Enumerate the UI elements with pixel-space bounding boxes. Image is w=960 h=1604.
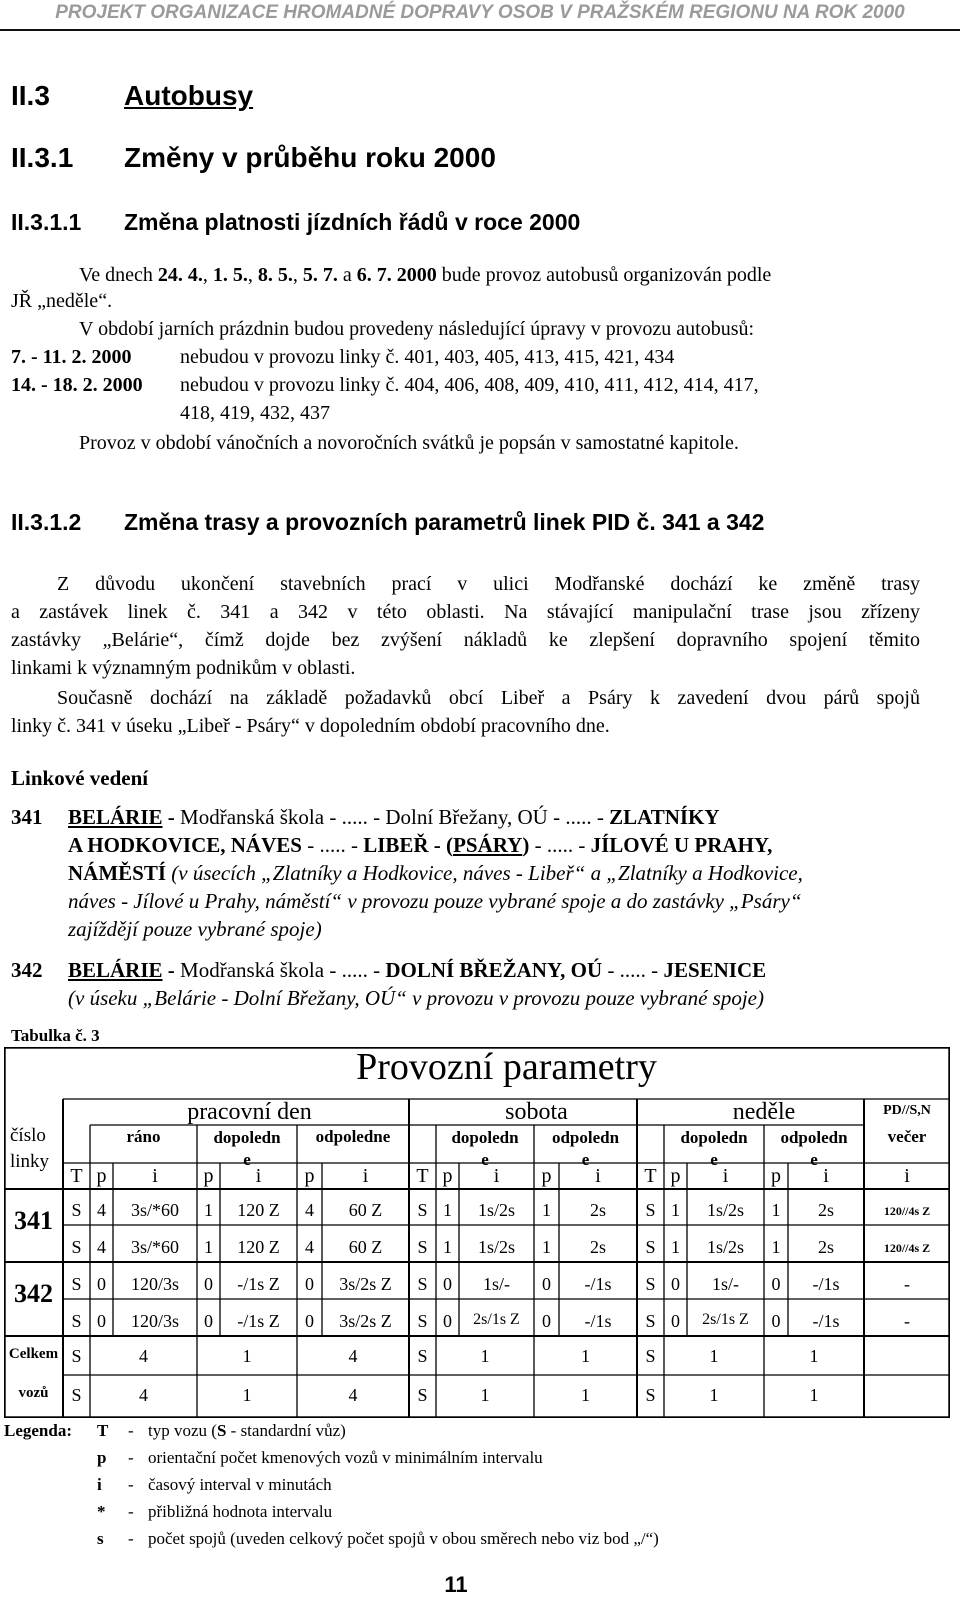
legend-title: Legenda:: [4, 1421, 72, 1440]
table-cell: -/1s: [812, 1274, 840, 1294]
total-cell: 1: [581, 1346, 590, 1366]
subheader-cell: i: [152, 1165, 158, 1187]
total-cell: S: [645, 1385, 656, 1405]
header-part: dopoledn: [680, 1128, 748, 1147]
table-cell: 60 Z: [348, 1237, 383, 1257]
legend-text-run: S: [216, 1421, 227, 1440]
table-cell: 0: [204, 1274, 213, 1294]
paragraph-line: Z důvodu ukončení stavebních prací v ulici Modřanské dochází ke změně trasy: [57, 573, 920, 595]
stop-major: PSÁRY: [453, 833, 523, 857]
text-run: -: [162, 805, 181, 829]
legend-text-run: počet spojů (uveden celkový počet spojů v obou směrech nebo viz bod „/“): [148, 1529, 659, 1548]
table-cell: 0: [542, 1274, 551, 1294]
table-cell: 2s/1s Z: [473, 1311, 520, 1328]
header-part: e: [810, 1150, 818, 1169]
table-label: Tabulka č. 3: [11, 1026, 100, 1045]
subheader-cell: p: [304, 1165, 315, 1187]
legend-key: T: [97, 1421, 109, 1440]
table-cell: S: [71, 1311, 82, 1331]
total-cell: 1: [809, 1385, 819, 1405]
subheader-cell: T: [644, 1165, 657, 1187]
paragraph-line: JŘ „neděle“.: [11, 290, 113, 312]
table-cell: 1s/-: [483, 1274, 510, 1294]
page-number: 11: [444, 1572, 468, 1597]
table-cell: 120/3s: [130, 1274, 179, 1294]
table-cell: 1: [204, 1200, 213, 1220]
paragraph-line: nebudou v provozu linky č. 404, 406, 408, 409, 410, 411, 412, 414, 417,: [180, 374, 759, 396]
table-cell: 2s: [589, 1237, 606, 1257]
route-note: zajíždějí pouze vybrané spoje): [68, 917, 322, 941]
subsection-number: II.3.1: [11, 142, 74, 173]
table-cell: 120//4s Z: [883, 1204, 931, 1218]
text-run: - ..... -: [301, 833, 364, 857]
date: 6. 7. 2000: [356, 264, 437, 286]
header-sobota: sobota: [505, 1099, 568, 1125]
header-rano: ráno: [126, 1127, 161, 1146]
routes-heading: Linkové vedení: [11, 766, 149, 790]
paragraph-line: a zastávek linek č. 341 a 342 v této oblasti. Na stávající manipulační trase jsou zřízeny: [11, 601, 920, 623]
legend-dash: -: [128, 1529, 134, 1548]
stop-major: DOLNÍ BŘEŽANY, OÚ: [385, 958, 603, 982]
paragraph-line: Současně dochází na základě požadavků obcí Libeř a Psáry k zavedení dvou párů spojů: [57, 687, 920, 709]
stop-major: BELÁRIE: [68, 958, 163, 982]
table-cell: 120 Z: [237, 1237, 280, 1257]
text-run: ): [522, 833, 530, 857]
subheader-cell: T: [416, 1165, 429, 1187]
route-note: náves - Jílové u Prahy, náměstí“ v provozu pouze vybrané spoje a do zastávky „Psáry“: [68, 889, 802, 913]
table-cell: 3s/*60: [130, 1237, 179, 1257]
legend-text: [148, 1421, 346, 1441]
table-cell: 3s/*60: [130, 1200, 179, 1220]
table-cell: 2s: [817, 1200, 834, 1220]
table-cell: 1: [771, 1200, 781, 1220]
total-cell: 4: [348, 1346, 358, 1366]
table-cell: S: [71, 1237, 82, 1257]
paragraph-line: V období jarních prázdnin budou provedeny následující úpravy v provozu autobusů:: [79, 318, 755, 340]
table-title: Provozní parametry: [356, 1046, 657, 1088]
date: 8. 5.: [257, 264, 293, 286]
table-cell: 4: [97, 1200, 106, 1220]
total-cell: 1: [709, 1346, 719, 1366]
subsection-title: Změny v průběhu roku 2000: [124, 142, 496, 173]
total-cell: 1: [809, 1346, 819, 1366]
table-cell: -/1s: [584, 1311, 612, 1331]
paragraph-line: zastávky „Belárie“, čímž dojde bez zvýšení nákladů ke zlepšení dopravního spojení těmito: [11, 629, 920, 651]
route-line: [68, 833, 772, 858]
table-cell: S: [645, 1200, 656, 1220]
subheader-cell: i: [823, 1165, 829, 1187]
running-header: PROJEKT ORGANIZACE HROMADNÉ DOPRAVY OSOB V PRAŽSKÉM REGIONU NA ROK 2000: [55, 2, 905, 23]
subheader-cell: T: [70, 1165, 83, 1187]
table-cell: 1s/2s: [706, 1237, 744, 1257]
table-cell: 0: [771, 1311, 781, 1331]
subheader-cell: i: [493, 1165, 500, 1187]
table-cell: 4: [305, 1237, 314, 1257]
date-range: 7. - 11. 2. 2000: [11, 346, 132, 368]
table-cell: S: [645, 1311, 656, 1331]
legend-key: p: [97, 1448, 107, 1467]
total-cell: 1: [242, 1385, 252, 1405]
text-run: - ..... -: [529, 833, 591, 857]
table-cell: 0: [671, 1274, 680, 1294]
legend-text-run: časový interval v minutách: [148, 1475, 332, 1494]
table-cell: 4: [305, 1200, 314, 1220]
total-cell: S: [645, 1346, 656, 1366]
line-342-label: 342: [14, 1279, 53, 1308]
paragraph-line: [79, 261, 771, 289]
table-cell: 0: [305, 1274, 314, 1294]
total-cell: 1: [480, 1346, 490, 1366]
table-cell: 120 Z: [237, 1200, 280, 1220]
table-cell: 2s: [589, 1200, 606, 1220]
header-pracovni-den: pracovní den: [187, 1099, 312, 1125]
table-cell: 1: [771, 1237, 781, 1257]
total-cell: 1: [709, 1385, 719, 1405]
table-cell: -: [904, 1311, 910, 1331]
total-cell: S: [417, 1346, 428, 1366]
legend-text: [148, 1529, 659, 1549]
header-rule: [0, 29, 960, 31]
header-part: dopoledn: [451, 1128, 519, 1147]
header-nedele: neděle: [732, 1099, 796, 1125]
route-line: [68, 958, 766, 983]
subsubsection-number: II.3.1.1: [11, 209, 82, 235]
total-cell: S: [71, 1385, 82, 1405]
route-line: [68, 861, 803, 886]
total-label-celkem: Celkem: [8, 1346, 59, 1362]
route-note: (v úsecích „Zlatníky a Hodkovice, náves - Libeř“ a „Zlatníky a Hodkovice,: [166, 861, 803, 885]
date: 5. 7.: [302, 264, 338, 286]
header-linky: linky: [10, 1151, 50, 1172]
header-odpoledne: odpoledne: [315, 1127, 391, 1146]
table-cell: 1: [443, 1200, 452, 1220]
route-number-342: 342: [11, 958, 43, 982]
text-run: bude provoz autobusů organizován podle: [436, 264, 772, 286]
subheader-cell: i: [255, 1165, 262, 1187]
parameters-table: [4, 1047, 950, 1418]
stop-major: ZLATNÍKY: [609, 805, 720, 829]
paragraph-line: linky č. 341 v úseku „Libeř - Psáry“ v dopoledním období pracovního dne.: [11, 715, 610, 737]
legend-text-run: typ vozu (: [148, 1421, 217, 1440]
text-run: ,: [247, 264, 258, 286]
legend-key: i: [97, 1475, 102, 1494]
legend-text: [148, 1475, 332, 1495]
date: 1. 5.: [212, 264, 248, 286]
table-cell: 1: [204, 1237, 213, 1257]
legend-dash: -: [128, 1421, 134, 1440]
header-part: e: [481, 1150, 489, 1169]
text-run: a: [337, 264, 357, 286]
table-cell: 1: [671, 1237, 680, 1257]
legend-key: *: [97, 1502, 106, 1521]
table-cell: S: [417, 1311, 428, 1331]
date: 24. 4.: [157, 264, 203, 286]
table-cell: 0: [305, 1311, 314, 1331]
subheader-cell: p: [670, 1165, 681, 1187]
subheader-cell: i: [595, 1165, 601, 1187]
header-part: odpoledn: [780, 1128, 848, 1147]
subheader-cell: i: [362, 1165, 369, 1187]
table-cell: 3s/2s Z: [339, 1274, 392, 1294]
header-part: odpoledn: [551, 1128, 620, 1147]
header-pd-sn: PD//S,N: [883, 1103, 931, 1118]
text-run: Modřanská škola - ..... - Dolní Břežany, OÚ - ..... -: [180, 805, 610, 829]
table-cell: 0: [97, 1311, 106, 1331]
legend-text-run: - standardní vůz): [226, 1421, 346, 1440]
table-cell: 0: [443, 1311, 452, 1331]
table-cell: 2s: [817, 1237, 834, 1257]
table-cell: -/1s Z: [237, 1274, 280, 1294]
table-cell: 0: [97, 1274, 106, 1294]
table-cell: S: [417, 1237, 428, 1257]
legend-text: [148, 1502, 332, 1522]
table-cell: 120/3s: [130, 1311, 179, 1331]
subheader-cell: p: [96, 1165, 107, 1187]
subsubsection-title: Změna trasy a provozních parametrů linek PID č. 341 a 342: [124, 509, 765, 535]
total-cell: 1: [242, 1346, 252, 1366]
table-cell: 1s/2s: [706, 1200, 744, 1220]
header-vecer: večer: [887, 1127, 927, 1146]
section-title: Autobusy: [124, 80, 254, 111]
header-part: e: [581, 1150, 590, 1169]
table-cell: -/1s Z: [237, 1311, 280, 1331]
table-cell: -/1s: [812, 1311, 840, 1331]
table-cell: S: [417, 1274, 428, 1294]
table-cell: 0: [771, 1274, 781, 1294]
date-range: 14. - 18. 2. 2000: [11, 374, 143, 396]
total-cell: 1: [480, 1385, 490, 1405]
text-run: - ..... -: [602, 958, 664, 982]
header-cislo: číslo: [10, 1125, 46, 1146]
header-part: dopoledn: [213, 1128, 281, 1147]
table-cell: 120//4s Z: [883, 1241, 931, 1255]
subheader-cell: p: [541, 1165, 552, 1187]
stop-major: A HODKOVICE, NÁVES: [68, 833, 302, 857]
total-cell: 1: [581, 1385, 590, 1405]
subsubsection-title: Změna platnosti jízdních řádů v roce 2000: [124, 209, 581, 235]
subsubsection-number: II.3.1.2: [11, 509, 82, 535]
table-cell: 1s/2s: [477, 1237, 515, 1257]
stop-major: JESENICE: [663, 958, 767, 982]
route-number-341: 341: [11, 805, 43, 829]
legend-dash: -: [128, 1475, 134, 1494]
legend-dash: -: [128, 1448, 134, 1467]
text-run: Modřanská škola - ..... -: [180, 958, 386, 982]
subheader-cell: p: [442, 1165, 453, 1187]
text-run: Ve dnech: [79, 264, 158, 286]
table-cell: 3s/2s Z: [339, 1311, 392, 1331]
header-part: e: [243, 1150, 251, 1169]
line-341-label: 341: [14, 1206, 53, 1235]
legend-key: s: [97, 1529, 104, 1548]
subheader-cell: i: [722, 1165, 729, 1187]
route-line: [68, 805, 720, 830]
total-cell: S: [71, 1346, 82, 1366]
table-cell: 4: [97, 1237, 106, 1257]
table-cell: -: [904, 1274, 910, 1294]
legend-text-run: orientační počet kmenových vozů v minimálním intervalu: [148, 1448, 543, 1467]
text-run: -: [162, 958, 181, 982]
total-cell: 4: [348, 1385, 358, 1405]
paragraph-line: nebudou v provozu linky č. 401, 403, 405, 413, 415, 421, 434: [180, 346, 675, 368]
text-run: ,: [292, 264, 303, 286]
stop-major: NÁMĚSTÍ: [68, 861, 167, 885]
stop-major: BELÁRIE: [68, 805, 163, 829]
subheader-cell: p: [203, 1165, 214, 1187]
table-cell: S: [71, 1200, 82, 1220]
table-cell: 1: [542, 1200, 551, 1220]
total-label-vozu: vozů: [18, 1385, 49, 1401]
subheader-cell: p: [771, 1165, 781, 1187]
section-number: II.3: [11, 80, 50, 111]
table-cell: S: [645, 1237, 656, 1257]
route-note: (v úseku „Belárie - Dolní Břežany, OÚ“ v provozu v provozu pouze vybrané spoje): [68, 986, 764, 1010]
total-cell: 4: [139, 1346, 148, 1366]
text-run: ,: [202, 264, 213, 286]
table-cell: 0: [542, 1311, 551, 1331]
table-cell: 1s/-: [712, 1274, 739, 1294]
header-part: e: [710, 1150, 718, 1169]
table-cell: S: [417, 1200, 428, 1220]
legend-text: [148, 1448, 543, 1468]
table-cell: S: [645, 1274, 656, 1294]
paragraph-line: linkami k významným podnikům v oblasti.: [11, 657, 356, 679]
paragraph-line: Provoz v období vánočních a novoročních svátků je popsán v samostatné kapitole.: [79, 432, 739, 454]
table-cell: 0: [443, 1274, 452, 1294]
table-cell: 60 Z: [348, 1200, 383, 1220]
table-cell: 0: [671, 1311, 680, 1331]
table-cell: 0: [204, 1311, 213, 1331]
legend-dash: -: [128, 1502, 134, 1521]
table-cell: 1: [443, 1237, 452, 1257]
legend-text-run: přibližná hodnota intervalu: [148, 1502, 333, 1521]
table-cell: 1s/2s: [477, 1200, 515, 1220]
table-cell: 1: [542, 1237, 551, 1257]
paragraph-line: 418, 419, 432, 437: [180, 402, 330, 424]
table-cell: 1: [671, 1200, 680, 1220]
stop-major: JÍLOVÉ U PRAHY,: [590, 833, 773, 857]
subheader-cell: i: [904, 1165, 910, 1187]
total-cell: 4: [139, 1385, 148, 1405]
total-cell: S: [417, 1385, 428, 1405]
table-cell: 2s/1s Z: [702, 1311, 749, 1328]
table-cell: -/1s: [584, 1274, 612, 1294]
table-cell: S: [71, 1274, 82, 1294]
stop-major: LIBEŘ - (: [363, 833, 454, 857]
